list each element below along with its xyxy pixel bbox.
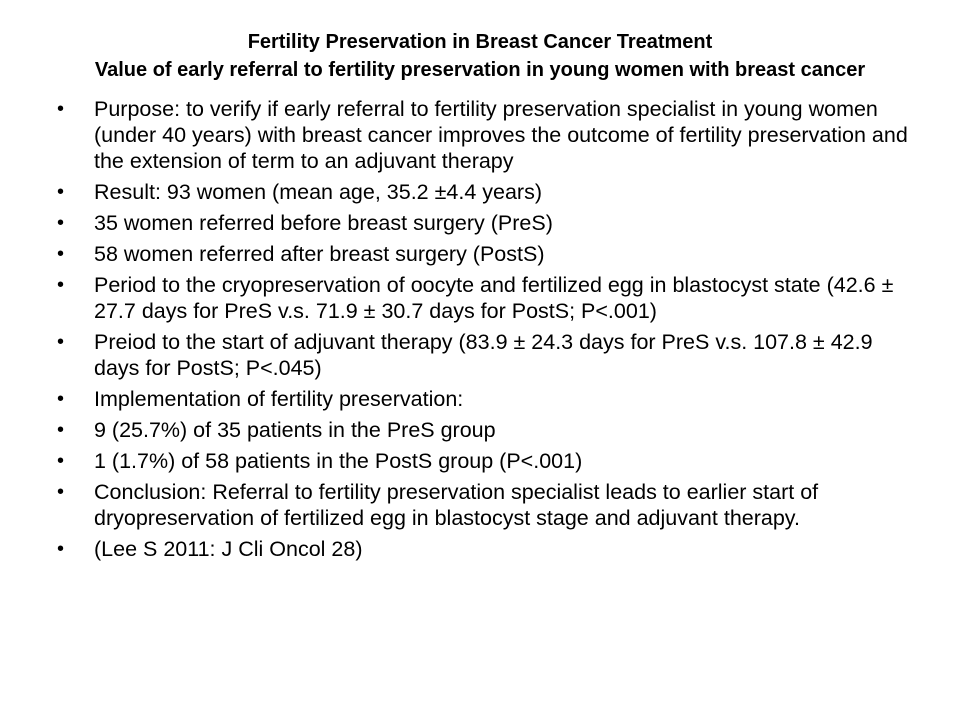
bullet-list <box>57 96 917 567</box>
bullet-text: 58 women referred after breast surgery (PostS) <box>94 242 545 266</box>
title-block <box>0 28 960 84</box>
bullet-dot-icon: • <box>57 450 65 472</box>
bullet-dot-icon: • <box>57 98 65 120</box>
slide-subtitle: Value of early referral to fertility preservation in young women with breast cancer <box>94 59 866 81</box>
bullet-adjuvant-period <box>57 329 917 381</box>
bullet-pres-group <box>57 417 917 443</box>
bullet-text: Period to the cryopreservation of oocyte and fertilized egg in blastocyst state (42.6 ± 27.7 days for PreS v.s. 71.9 ± 30.7 days for PostS; P<.001) <box>94 273 894 323</box>
bullet-posts-count <box>57 241 917 267</box>
bullet-dot-icon: • <box>57 388 65 410</box>
bullet-text: 35 women referred before breast surgery (PreS) <box>94 211 553 235</box>
bullet-text: (Lee S 2011: J Cli Oncol 28) <box>94 537 363 561</box>
bullet-text: Result: 93 women (mean age, 35.2 ±4.4 years) <box>94 180 543 204</box>
bullet-posts-group <box>57 448 917 474</box>
bullet-text: Conclusion: Referral to fertility preservation specialist leads to earlier start of dryopreservation of fertilized egg in blastocyst stage and adjuvant therapy. <box>94 480 819 530</box>
slide-title: Fertility Preservation in Breast Cancer Treatment <box>247 31 713 53</box>
bullet-reference <box>57 536 917 562</box>
bullet-dot-icon: • <box>57 538 65 560</box>
bullet-cryo-period <box>57 272 917 324</box>
bullet-text: Preiod to the start of adjuvant therapy (83.9 ± 24.3 days for PreS v.s. 107.8 ± 42.9 days for PostS; P<.045) <box>94 330 873 380</box>
bullet-implementation <box>57 386 917 412</box>
bullet-text: 1 (1.7%) of 58 patients in the PostS group (P<.001) <box>94 449 583 473</box>
bullet-pres-count <box>57 210 917 236</box>
bullet-dot-icon: • <box>57 419 65 441</box>
bullet-dot-icon: • <box>57 331 65 353</box>
bullet-purpose <box>57 96 917 174</box>
bullet-text: Purpose: to verify if early referral to fertility preservation specialist in young women (under 40 years) with breast cancer improves the outcome of fertility preservation and the extension of term to an adjuvant therapy <box>94 97 908 173</box>
bullet-result <box>57 179 917 205</box>
bullet-dot-icon: • <box>57 481 65 503</box>
bullet-dot-icon: • <box>57 243 65 265</box>
bullet-dot-icon: • <box>57 212 65 234</box>
bullet-text: 9 (25.7%) of 35 patients in the PreS group <box>94 418 496 442</box>
bullet-dot-icon: • <box>57 181 65 203</box>
bullet-text: Implementation of fertility preservation: <box>94 387 464 411</box>
bullet-conclusion <box>57 479 917 531</box>
bullet-dot-icon: • <box>57 274 65 296</box>
